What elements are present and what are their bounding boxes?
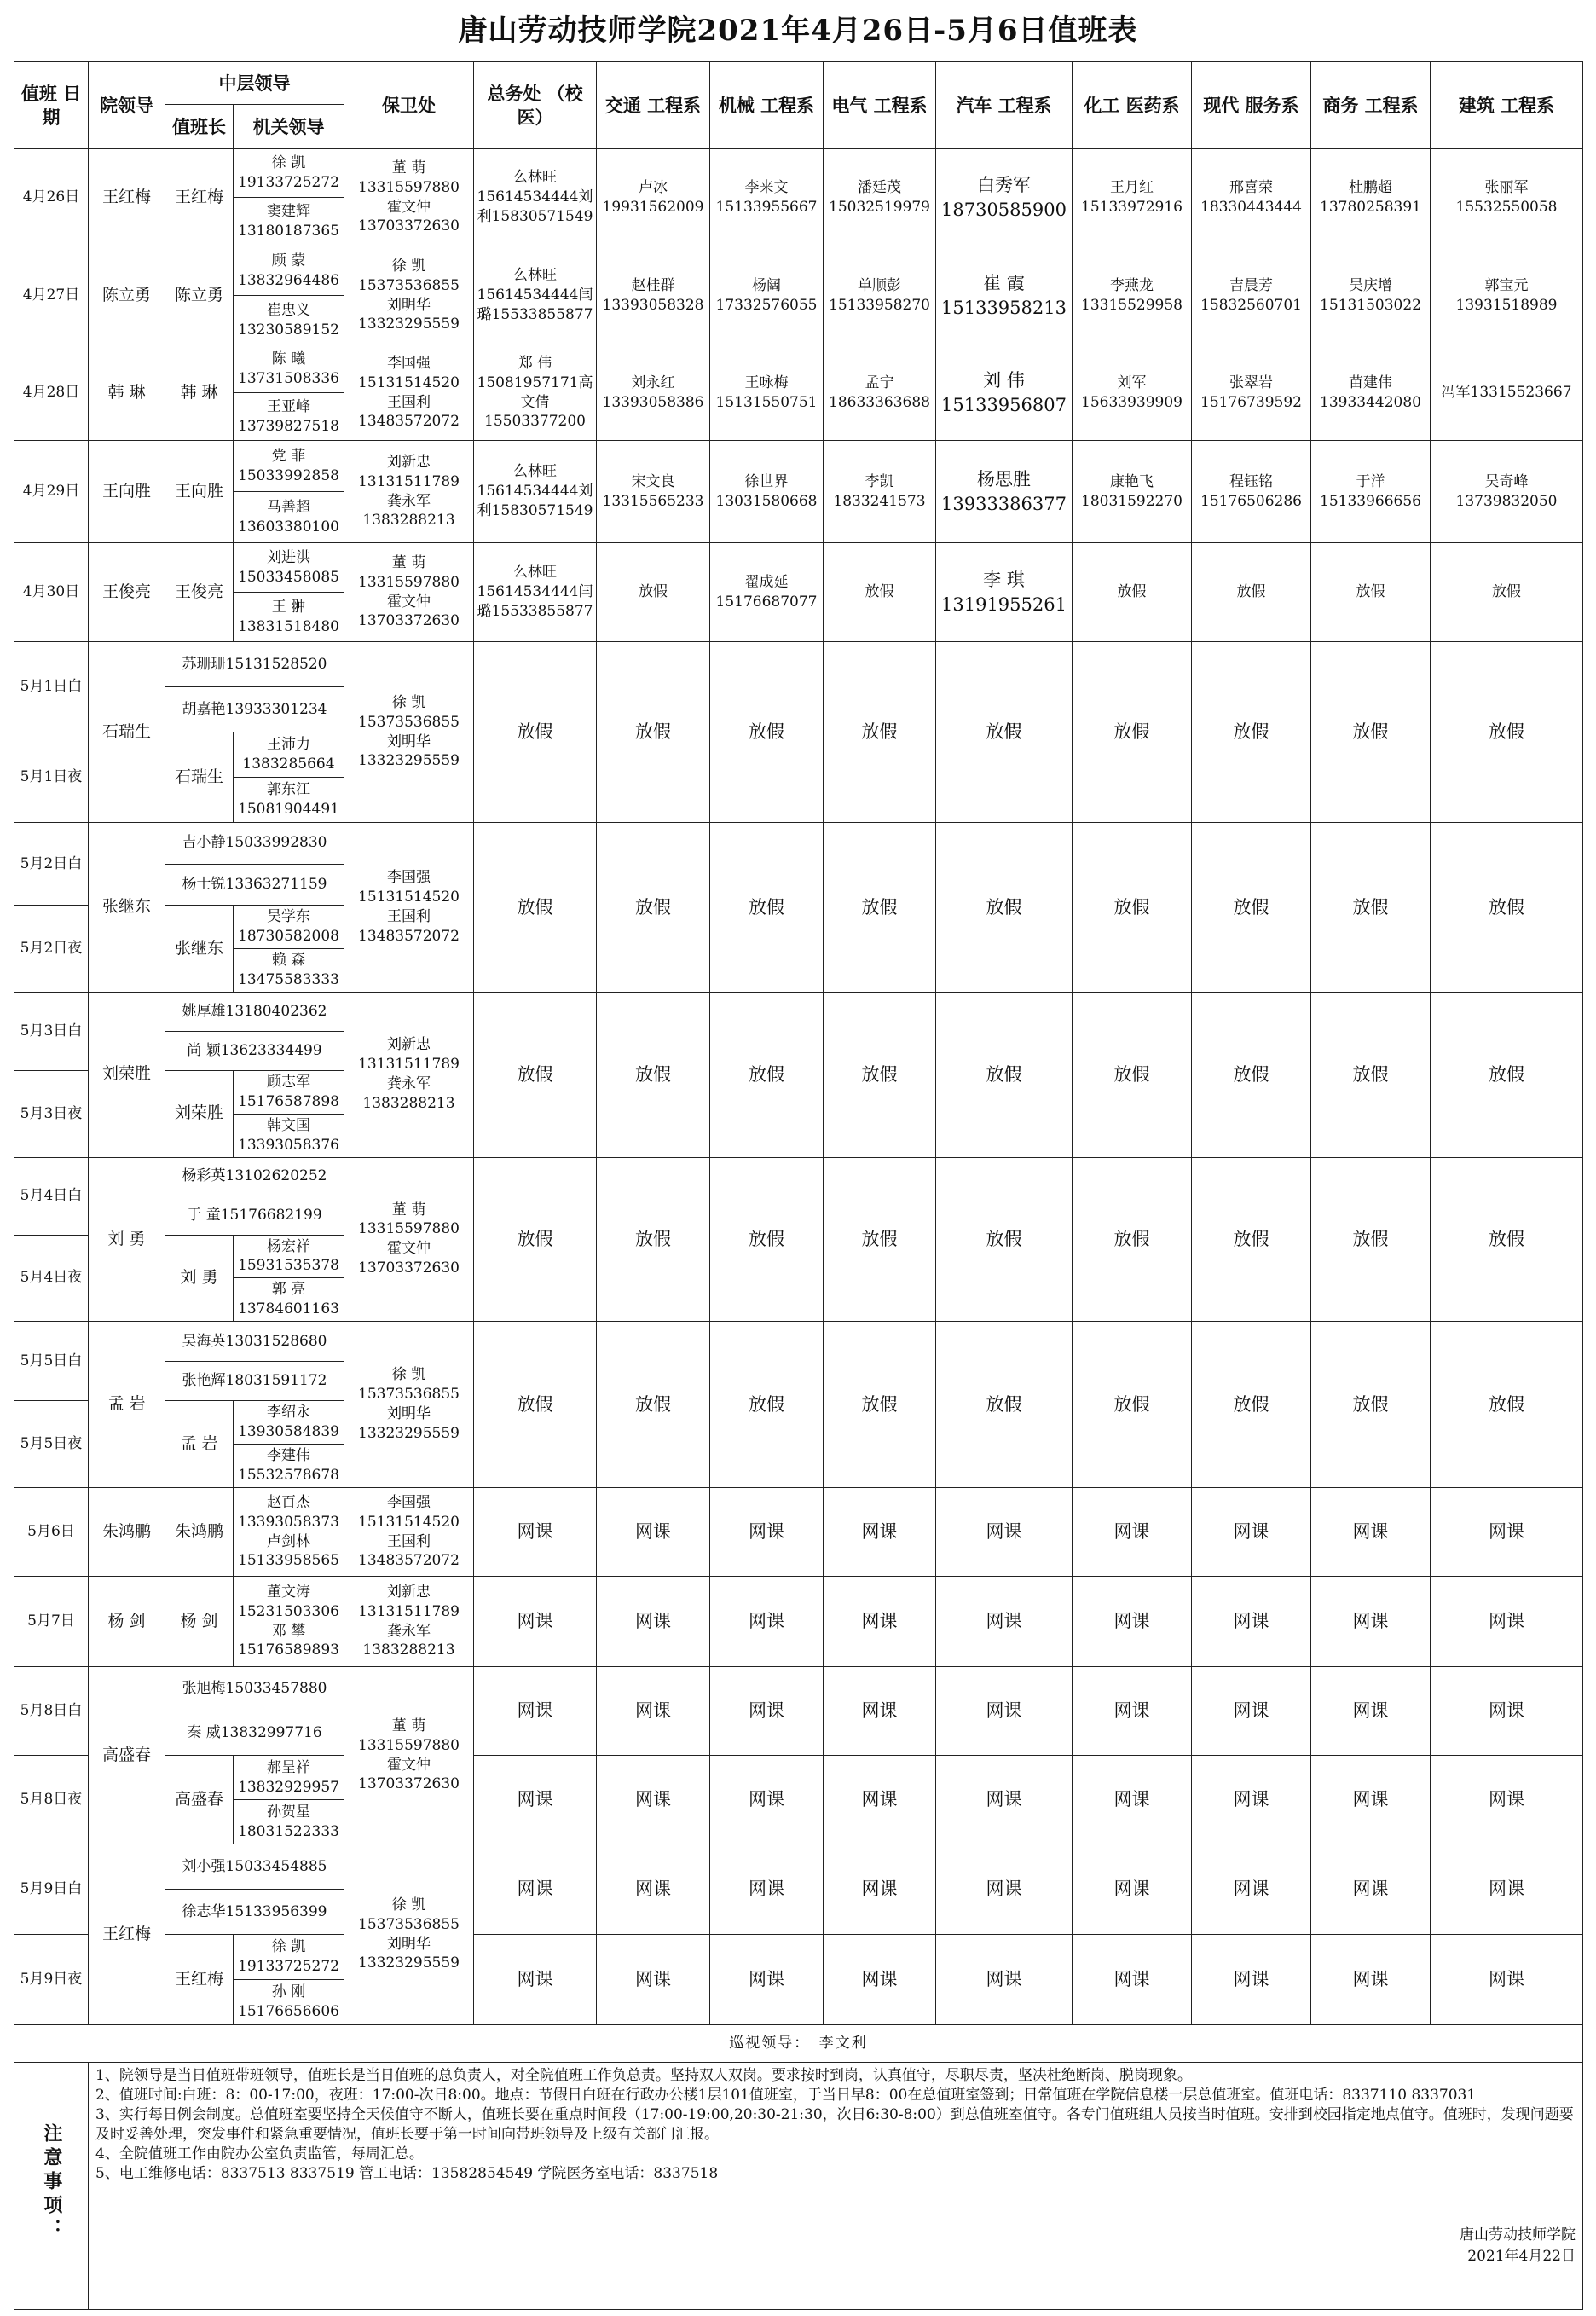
day-staff-cell: 尚 颖13623334499 xyxy=(165,1031,344,1070)
dept-cell: 李来文 15133955667 xyxy=(710,149,824,246)
status-cell: 网课 xyxy=(597,1488,710,1577)
status-cell: 网课 xyxy=(597,1756,710,1844)
college-leader-cell: 王俊亮 xyxy=(89,543,165,642)
date-day-cell: 5月8日白 xyxy=(14,1667,89,1756)
date-night-cell: 5月2日夜 xyxy=(14,906,89,993)
status-cell: 网课 xyxy=(1311,1844,1431,1935)
office-leader-cell: 孙贺星 18031522333 xyxy=(234,1800,344,1844)
dept-cell: 白秀军 18730585900 xyxy=(936,149,1073,246)
day-staff-cell: 刘小强15033454885 xyxy=(165,1844,344,1890)
dept-cell: 杨阔 17332576055 xyxy=(710,246,824,345)
day-staff-cell: 于 童15176682199 xyxy=(165,1196,344,1236)
status-cell: 网课 xyxy=(1431,1667,1583,1756)
dept-cell: 李 琪 13191955261 xyxy=(936,543,1073,642)
office-leader-cell: 马善超 13603380100 xyxy=(234,492,344,543)
table-row xyxy=(14,1667,1583,1711)
status-cell: 网课 xyxy=(474,1756,597,1844)
day-staff-cell: 杨士锐13363271159 xyxy=(165,864,344,906)
office-leader-cell: 王 翀 13831518480 xyxy=(234,593,344,642)
general-affairs-cell: 郑 伟 15081957171高文倩 15503377200 xyxy=(474,345,597,441)
header-middle-leaders: 中层领导 xyxy=(165,62,344,105)
dept-cell: 徐世界 13031580668 xyxy=(710,441,824,543)
security-cell: 董 萌 13315597880 霍文仲 13703372630 xyxy=(344,543,474,642)
status-cell: 网课 xyxy=(936,1756,1073,1844)
status-cell: 网课 xyxy=(597,1935,710,2025)
header-dept-chem: 化工 医药系 xyxy=(1073,62,1192,149)
date-cell: 4月26日 xyxy=(14,149,89,246)
dept-cell: 杨思胜 13933386377 xyxy=(936,441,1073,543)
office-leader-cell: 顾志军 15176587898 xyxy=(234,1070,344,1114)
college-leader-cell: 刘荣胜 xyxy=(89,992,165,1157)
date-day-cell: 5月9日白 xyxy=(14,1844,89,1935)
footer-date: 2021年4月22日 xyxy=(1467,2248,1576,2266)
status-cell: 网课 xyxy=(597,1667,710,1756)
status-cell: 放假 xyxy=(824,642,936,823)
dept-cell: 张丽军 15532550058 xyxy=(1431,149,1583,246)
date-cell: 4月27日 xyxy=(14,246,89,345)
status-cell: 放假 xyxy=(1192,1157,1311,1322)
dept-cell: 崔 霞 15133958213 xyxy=(936,246,1073,345)
status-cell: 放假 xyxy=(1073,823,1192,993)
table-row xyxy=(14,149,1583,198)
status-cell: 放假 xyxy=(710,823,824,993)
status-cell: 放假 xyxy=(1073,992,1192,1157)
header-dept-elec: 电气 工程系 xyxy=(824,62,936,149)
dept-cell: 放假 xyxy=(1073,543,1192,642)
dept-cell: 放假 xyxy=(1311,543,1431,642)
duty-head-cell: 韩 琳 xyxy=(165,345,234,441)
status-cell: 网课 xyxy=(1073,1667,1192,1756)
security-cell: 董 萌 13315597880 霍文仲 13703372630 xyxy=(344,1157,474,1322)
status-cell: 放假 xyxy=(710,1157,824,1322)
dept-cell: 张翠岩 15176739592 xyxy=(1192,345,1311,441)
dept-cell: 放假 xyxy=(597,543,710,642)
office-leader-cell: 吴学东 18730582008 xyxy=(234,906,344,949)
status-cell: 放假 xyxy=(1192,642,1311,823)
status-cell: 网课 xyxy=(936,1488,1073,1577)
status-cell: 放假 xyxy=(1073,1157,1192,1322)
security-cell: 徐 凯 15373536855 刘明华 13323295559 xyxy=(344,1844,474,2025)
security-cell: 徐 凯 15373536855 刘明华 13323295559 xyxy=(344,642,474,823)
duty-head-cell: 张继东 xyxy=(165,906,234,993)
date-day-cell: 5月3日白 xyxy=(14,992,89,1070)
dept-cell: 苗建伟 13933442080 xyxy=(1311,345,1431,441)
status-cell: 放假 xyxy=(710,992,824,1157)
college-leader-cell: 陈立勇 xyxy=(89,246,165,345)
college-leader-cell: 朱鸿鹏 xyxy=(89,1488,165,1577)
dept-cell: 程钰铭 15176506286 xyxy=(1192,441,1311,543)
day-staff-cell: 徐志华15133956399 xyxy=(165,1890,344,1935)
notes-label-cell xyxy=(14,2063,89,2310)
status-cell: 网课 xyxy=(597,1577,710,1667)
office-leader-cell: 窦建辉 13180187365 xyxy=(234,198,344,246)
duty-head-cell: 高盛春 xyxy=(165,1756,234,1844)
date-cell: 4月30日 xyxy=(14,543,89,642)
status-cell: 网课 xyxy=(474,1488,597,1577)
status-cell: 放假 xyxy=(597,823,710,993)
status-cell: 网课 xyxy=(1431,1577,1583,1667)
status-cell: 网课 xyxy=(1311,1667,1431,1756)
status-cell: 网课 xyxy=(1073,1756,1192,1844)
table-row xyxy=(14,1844,1583,1890)
day-staff-cell: 秦 威13832997716 xyxy=(165,1711,344,1756)
dept-cell: 赵桂群 13393058328 xyxy=(597,246,710,345)
dept-cell: 吉晨芳 15832560701 xyxy=(1192,246,1311,345)
status-cell: 网课 xyxy=(1311,1488,1431,1577)
date-cell: 5月7日 xyxy=(14,1577,89,1667)
day-staff-cell: 杨彩英13102620252 xyxy=(165,1157,344,1196)
status-cell: 网课 xyxy=(936,1577,1073,1667)
dept-cell: 吴庆增 15131503022 xyxy=(1311,246,1431,345)
office-leader-cell: 党 菲 15033992858 xyxy=(234,441,344,492)
table-body xyxy=(14,149,1583,2025)
office-leader-cell: 郝呈祥 13832929957 xyxy=(234,1756,344,1800)
college-leader-cell: 杨 剑 xyxy=(89,1577,165,1667)
date-cell: 4月28日 xyxy=(14,345,89,441)
day-staff-cell: 胡嘉艳13933301234 xyxy=(165,687,344,732)
dept-cell: 孟宁 18633363688 xyxy=(824,345,936,441)
status-cell: 网课 xyxy=(824,1488,936,1577)
date-night-cell: 5月4日夜 xyxy=(14,1235,89,1322)
note-2: 2、值班时间:白班：8：00-17:00，夜班：17:00-次日8:00。地点：节假日白班在行政办公楼1层101值班室，于当日早8：00在总值班室签到；日常值班在学院信息楼一层总值班室。值班电话：8337110 8337031 xyxy=(95,2086,1477,2104)
dept-cell: 冯军13315523667 xyxy=(1431,345,1583,441)
status-cell: 放假 xyxy=(1073,642,1192,823)
security-cell: 李国强 15131514520 王国利 13483572072 xyxy=(344,345,474,441)
dept-cell: 康艳飞 18031592270 xyxy=(1073,441,1192,543)
college-leader-cell: 高盛春 xyxy=(89,1667,165,1844)
note-1: 1、院领导是当日值班带班领导，值班长是当日值班的总负责人，对全院值班工作负总责。坚持双人双岗。要求按时到岗，认真值守，尽职尽责，坚决杜绝断岗、脱岗现象。 xyxy=(95,2067,1192,2084)
status-cell: 放假 xyxy=(1192,992,1311,1157)
status-cell: 网课 xyxy=(824,1844,936,1935)
table-header xyxy=(14,62,1583,149)
status-cell: 网课 xyxy=(1431,1488,1583,1577)
office-leader-cell: 王亚峰 13739827518 xyxy=(234,393,344,441)
office-leader-cell: 刘进洪 15033458085 xyxy=(234,543,344,593)
security-cell: 董 萌 13315597880 霍文仲 13703372630 xyxy=(344,1667,474,1844)
office-leader-cell: 杨宏祥 15931535378 xyxy=(234,1235,344,1278)
table-row xyxy=(14,246,1583,296)
security-cell: 徐 凯 15373536855 刘明华 13323295559 xyxy=(344,246,474,345)
duty-head-cell: 刘荣胜 xyxy=(165,1070,234,1157)
status-cell: 网课 xyxy=(710,1844,824,1935)
status-cell: 网课 xyxy=(824,1577,936,1667)
status-cell: 网课 xyxy=(1311,1935,1431,2025)
status-cell: 网课 xyxy=(710,1488,824,1577)
status-cell: 放假 xyxy=(597,642,710,823)
table-row xyxy=(14,1488,1583,1577)
dept-cell: 刘军 15633939909 xyxy=(1073,345,1192,441)
status-cell: 放假 xyxy=(710,642,824,823)
office-leader-cell: 韩文国 13393058376 xyxy=(234,1114,344,1157)
day-staff-cell: 姚厚雄13180402362 xyxy=(165,992,344,1031)
status-cell: 网课 xyxy=(1192,1935,1311,2025)
header-general-affairs: 总务处 （校医） xyxy=(474,62,597,149)
security-cell: 刘新忠 13131511789 龚永军 1383288213 xyxy=(344,992,474,1157)
status-cell: 放假 xyxy=(824,1322,936,1488)
college-leader-cell: 孟 岩 xyxy=(89,1322,165,1488)
security-cell: 徐 凯 15373536855 刘明华 13323295559 xyxy=(344,1322,474,1488)
date-day-cell: 5月2日白 xyxy=(14,823,89,906)
day-staff-cell: 苏珊珊15131528520 xyxy=(165,642,344,687)
office-leader-cell: 崔忠义 13230589152 xyxy=(234,296,344,345)
status-cell: 放假 xyxy=(936,992,1073,1157)
duty-head-cell: 孟 岩 xyxy=(165,1401,234,1488)
office-leader-cell: 郭东江 15081904491 xyxy=(234,778,344,823)
day-staff-cell: 吉小静15033992830 xyxy=(165,823,344,865)
table-row xyxy=(14,823,1583,865)
office-leader-cell: 李绍永 13930584839 xyxy=(234,1401,344,1445)
patrol-leader: 巡视领导： 李文利 xyxy=(14,2025,1583,2063)
table-row xyxy=(14,1157,1583,1196)
status-cell: 放假 xyxy=(1431,642,1583,823)
header-dept-business: 商务 工程系 xyxy=(1311,62,1431,149)
college-leader-cell: 王红梅 xyxy=(89,149,165,246)
duty-head-cell: 王红梅 xyxy=(165,1935,234,2025)
college-leader-cell: 王向胜 xyxy=(89,441,165,543)
header-duty-head: 值班长 xyxy=(165,105,234,149)
dept-cell: 王咏梅 15131550751 xyxy=(710,345,824,441)
header-date: 值班 日期 xyxy=(14,62,89,149)
office-leader-cell: 顾 蒙 13832964486 xyxy=(234,246,344,296)
date-night-cell: 5月8日夜 xyxy=(14,1756,89,1844)
status-cell: 放假 xyxy=(824,823,936,993)
status-cell: 放假 xyxy=(1431,823,1583,993)
header-dept-traffic: 交通 工程系 xyxy=(597,62,710,149)
status-cell: 网课 xyxy=(824,1756,936,1844)
status-cell: 网课 xyxy=(1192,1667,1311,1756)
date-cell: 4月29日 xyxy=(14,441,89,543)
status-cell: 放假 xyxy=(597,1322,710,1488)
date-day-cell: 5月4日白 xyxy=(14,1157,89,1235)
dept-cell: 于洋 15133966656 xyxy=(1311,441,1431,543)
status-cell: 放假 xyxy=(1192,1322,1311,1488)
status-cell: 放假 xyxy=(474,1157,597,1322)
duty-head-cell: 杨 剑 xyxy=(165,1577,234,1667)
table-row xyxy=(14,992,1583,1031)
status-cell: 网课 xyxy=(710,1756,824,1844)
status-cell: 网课 xyxy=(474,1667,597,1756)
status-cell: 网课 xyxy=(936,1667,1073,1756)
status-cell: 放假 xyxy=(1431,992,1583,1157)
header-dept-auto: 汽车 工程系 xyxy=(936,62,1073,149)
office-leader-cell: 孙 刚 15176656606 xyxy=(234,1980,344,2025)
office-leader-cell: 赵百杰 13393058373 卢剑林 15133958565 xyxy=(234,1488,344,1577)
status-cell: 放假 xyxy=(1311,642,1431,823)
office-leader-cell: 赖 森 13475583333 xyxy=(234,948,344,992)
dept-cell: 吴奇峰 13739832050 xyxy=(1431,441,1583,543)
table-row xyxy=(14,441,1583,492)
status-cell: 网课 xyxy=(824,1667,936,1756)
page-title: 唐山劳动技师学院2021年4月26日-5月6日值班表 xyxy=(458,14,1138,48)
status-cell: 放假 xyxy=(474,823,597,993)
general-affairs-cell: 么林旺 15614534444闫璐15533855877 xyxy=(474,543,597,642)
status-cell: 放假 xyxy=(1311,823,1431,993)
table-row xyxy=(14,642,1583,687)
dept-cell: 李凯 1833241573 xyxy=(824,441,936,543)
day-staff-cell: 吴海英13031528680 xyxy=(165,1322,344,1362)
duty-head-cell: 王俊亮 xyxy=(165,543,234,642)
status-cell: 网课 xyxy=(1192,1577,1311,1667)
table-row xyxy=(14,1322,1583,1362)
dept-cell: 刘 伟 15133956807 xyxy=(936,345,1073,441)
office-leader-cell: 董文涛 15231503306 邓 攀 15176589893 xyxy=(234,1577,344,1667)
duty-head-cell: 朱鸿鹏 xyxy=(165,1488,234,1577)
status-cell: 网课 xyxy=(1311,1756,1431,1844)
day-staff-cell: 张旭梅15033457880 xyxy=(165,1667,344,1711)
footer-org: 唐山劳动技师学院 xyxy=(1460,2226,1576,2244)
table-footer-section xyxy=(14,2025,1583,2310)
table-row xyxy=(14,543,1583,593)
notes-label: 注意事项： xyxy=(40,2123,63,2244)
status-cell: 放假 xyxy=(474,1322,597,1488)
status-cell: 放假 xyxy=(824,992,936,1157)
date-night-cell: 5月9日夜 xyxy=(14,1935,89,2025)
status-cell: 网课 xyxy=(1073,1935,1192,2025)
status-cell: 放假 xyxy=(824,1157,936,1322)
duty-head-cell: 王向胜 xyxy=(165,441,234,543)
dept-cell: 邢喜荣 18330443444 xyxy=(1192,149,1311,246)
status-cell: 网课 xyxy=(710,1577,824,1667)
status-cell: 放假 xyxy=(936,642,1073,823)
header-security: 保卫处 xyxy=(344,62,474,149)
status-cell: 网课 xyxy=(936,1935,1073,2025)
table-row xyxy=(14,1756,1583,1800)
header-college-leader: 院领导 xyxy=(89,62,165,149)
status-cell: 网课 xyxy=(1073,1844,1192,1935)
day-staff-cell: 张艳辉18031591172 xyxy=(165,1361,344,1401)
date-day-cell: 5月1日白 xyxy=(14,642,89,732)
status-cell: 放假 xyxy=(1192,823,1311,993)
status-cell: 网课 xyxy=(1192,1844,1311,1935)
status-cell: 网课 xyxy=(1431,1756,1583,1844)
status-cell: 放假 xyxy=(597,1157,710,1322)
general-affairs-cell: 么林旺 15614534444闫璐15533855877 xyxy=(474,246,597,345)
status-cell: 网课 xyxy=(597,1844,710,1935)
office-leader-cell: 陈 曦 13731508336 xyxy=(234,345,344,393)
office-leader-cell: 李建伟 15532578678 xyxy=(234,1445,344,1488)
status-cell: 网课 xyxy=(474,1577,597,1667)
dept-cell: 放假 xyxy=(824,543,936,642)
status-cell: 网课 xyxy=(474,1935,597,2025)
table-row xyxy=(14,1577,1583,1667)
date-day-cell: 5月5日白 xyxy=(14,1322,89,1401)
duty-head-cell: 陈立勇 xyxy=(165,246,234,345)
date-night-cell: 5月5日夜 xyxy=(14,1401,89,1488)
status-cell: 网课 xyxy=(710,1667,824,1756)
college-leader-cell: 张继东 xyxy=(89,823,165,993)
dept-cell: 潘廷茂 15032519979 xyxy=(824,149,936,246)
security-cell: 李国强 15131514520 王国利 13483572072 xyxy=(344,1488,474,1577)
office-leader-cell: 徐 凯 19133725272 xyxy=(234,149,344,198)
status-cell: 放假 xyxy=(936,1157,1073,1322)
duty-schedule-table xyxy=(14,61,1583,2310)
security-cell: 刘新忠 13131511789 龚永军 1383288213 xyxy=(344,1577,474,1667)
table-row xyxy=(14,1935,1583,1980)
security-cell: 李国强 15131514520 王国利 13483572072 xyxy=(344,823,474,993)
status-cell: 网课 xyxy=(1073,1488,1192,1577)
duty-head-cell: 王红梅 xyxy=(165,149,234,246)
note-3: 3、实行每日例会制度。总值班室要坚持全天候值守不断人，值班长要在重点时间段（17:00-19:00,20:30-21:30，次日6:30-8:00）到总值班室值守。各专门值班组人员按当时值班。安排到校园指定地点值守。值班时，发现问题要及时妥善处理，突发事件和紧急重要情况，值班长要于第一时间向带班领导及上级有关部门汇报。 xyxy=(95,2105,1574,2143)
dept-cell: 王月红 15133972916 xyxy=(1073,149,1192,246)
status-cell: 网课 xyxy=(1192,1756,1311,1844)
note-4: 4、全院值班工作由院办公室负责监管，每周汇总。 xyxy=(95,2145,424,2163)
dept-cell: 翟成延 15176687077 xyxy=(710,543,824,642)
office-leader-cell: 徐 凯 19133725272 xyxy=(234,1935,344,1980)
status-cell: 网课 xyxy=(1192,1488,1311,1577)
status-cell: 放假 xyxy=(936,823,1073,993)
duty-head-cell: 石瑞生 xyxy=(165,732,234,823)
header-dept-construct: 建筑 工程系 xyxy=(1431,62,1583,149)
college-leader-cell: 刘 勇 xyxy=(89,1157,165,1322)
status-cell: 放假 xyxy=(1311,1322,1431,1488)
status-cell: 放假 xyxy=(1311,1157,1431,1322)
status-cell: 网课 xyxy=(1073,1577,1192,1667)
status-cell: 放假 xyxy=(710,1322,824,1488)
status-cell: 放假 xyxy=(474,642,597,823)
status-cell: 网课 xyxy=(1311,1577,1431,1667)
status-cell: 放假 xyxy=(597,992,710,1157)
header-dept-mech: 机械 工程系 xyxy=(710,62,824,149)
status-cell: 放假 xyxy=(1311,992,1431,1157)
header-dept-service: 现代 服务系 xyxy=(1192,62,1311,149)
status-cell: 网课 xyxy=(710,1935,824,2025)
date-night-cell: 5月1日夜 xyxy=(14,732,89,823)
status-cell: 放假 xyxy=(1431,1322,1583,1488)
dept-cell: 刘永红 13393058386 xyxy=(597,345,710,441)
dept-cell: 放假 xyxy=(1192,543,1311,642)
general-affairs-cell: 么林旺 15614534444刘利15830571549 xyxy=(474,149,597,246)
office-leader-cell: 王沛力 1383285664 xyxy=(234,732,344,778)
header-office-leader: 机关领导 xyxy=(234,105,344,149)
college-leader-cell: 韩 琳 xyxy=(89,345,165,441)
notes-footer xyxy=(95,2225,1576,2268)
dept-cell: 卢冰 19931562009 xyxy=(597,149,710,246)
dept-cell: 杜鹏超 13780258391 xyxy=(1311,149,1431,246)
dept-cell: 宋文良 13315565233 xyxy=(597,441,710,543)
status-cell: 网课 xyxy=(474,1844,597,1935)
status-cell: 网课 xyxy=(824,1935,936,2025)
note-5: 5、电工维修电话：8337513 8337519 管工电话：13582854549 学院医务室电话：8337518 xyxy=(95,2164,719,2182)
status-cell: 网课 xyxy=(1431,1935,1583,2025)
security-cell: 董 萌 13315597880 霍文仲 13703372630 xyxy=(344,149,474,246)
dept-cell: 放假 xyxy=(1431,543,1583,642)
status-cell: 网课 xyxy=(1431,1844,1583,1935)
general-affairs-cell: 么林旺 15614534444刘利15830571549 xyxy=(474,441,597,543)
duty-head-cell: 刘 勇 xyxy=(165,1235,234,1322)
status-cell: 网课 xyxy=(936,1844,1073,1935)
status-cell: 放假 xyxy=(474,992,597,1157)
table-row xyxy=(14,345,1583,393)
college-leader-cell: 石瑞生 xyxy=(89,642,165,823)
status-cell: 放假 xyxy=(1073,1322,1192,1488)
status-cell: 放假 xyxy=(1431,1157,1583,1322)
date-night-cell: 5月3日夜 xyxy=(14,1070,89,1157)
dept-cell: 单顺彭 15133958270 xyxy=(824,246,936,345)
dept-cell: 郭宝元 13931518989 xyxy=(1431,246,1583,345)
dept-cell: 李燕龙 13315529958 xyxy=(1073,246,1192,345)
college-leader-cell: 王红梅 xyxy=(89,1844,165,2025)
office-leader-cell: 郭 亮 13784601163 xyxy=(234,1278,344,1322)
security-cell: 刘新忠 13131511789 龚永军 1383288213 xyxy=(344,441,474,543)
date-cell: 5月6日 xyxy=(14,1488,89,1577)
notes-cell xyxy=(89,2063,1583,2310)
status-cell: 放假 xyxy=(936,1322,1073,1488)
